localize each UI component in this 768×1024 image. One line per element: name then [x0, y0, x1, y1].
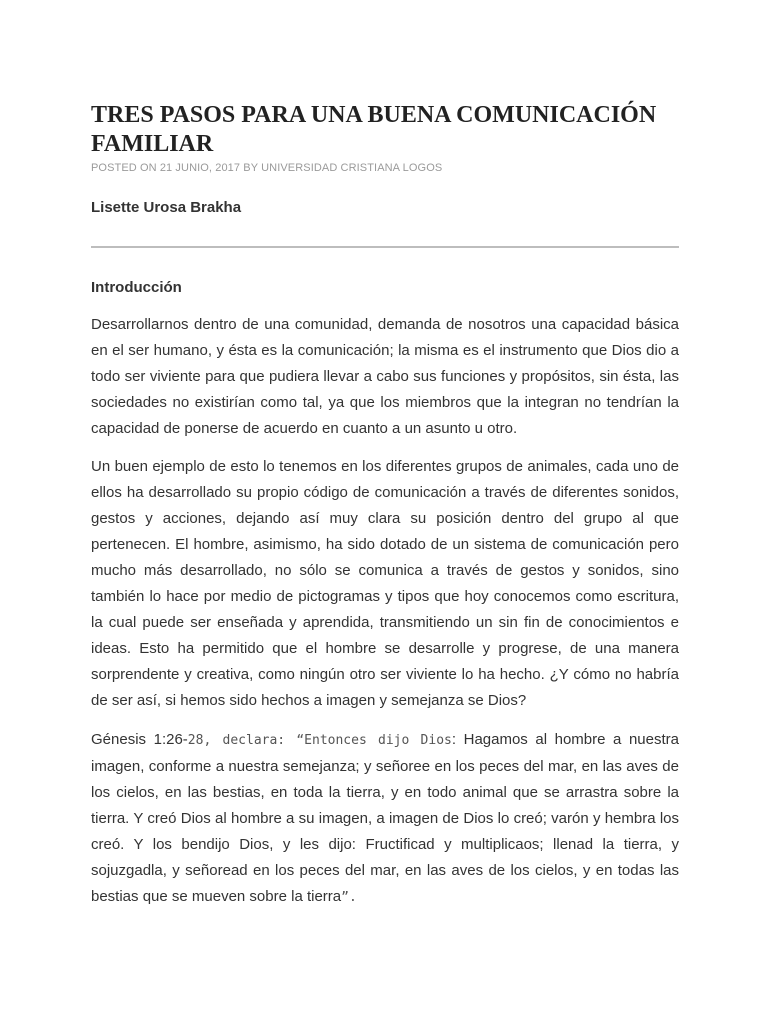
genesis-reference: 28, declara: “Entonces dijo Dios: [187, 733, 452, 748]
genesis-lead: Génesis 1:26-: [91, 731, 188, 748]
paragraph-genesis: [91, 727, 679, 911]
author-name: Lisette Urosa Brakha: [91, 199, 242, 216]
divider: [91, 246, 679, 248]
paragraph-intro: Desarrollarnos dentro de una comunidad, demanda de nosotros una capacidad básica en el ser humano, y ésta es la comunicación; la misma es el instrumento que Dios dio a todo ser viviente para que pudiera llevar a cabo sus funciones y propósitos, sin ésta, las sociedades no existirían como tal, ya que los miembros que la integran no tendrían la capacidad de ponerse de acuerdo en cuanto a un asunto u otro.: [91, 316, 679, 437]
paragraph-animals: Un buen ejemplo de esto lo tenemos en los diferentes grupos de animales, cada uno de ellos ha desarrollado su propio código de comunicación a través de diferentes sonidos, gestos y acciones, dejando así muy clara su posición dentro del grupo al que pertenecen. El hombre, asimismo, ha sido dotado de un sistema de comunicación pero mucho más desarrollado, no sólo se comunica a través de gestos y sonidos, sino también lo hace por medio de pictogramas y tipos que hoy conocemos como escritura, la cual puede ser enseñada y aprendida, transmitiendo un sin fin de conocimientos e ideas. Esto ha permitido que el hombre se desarrolle y progrese, de una manera sorprendente y creativa, como ningún otro ser viviente lo ha hecho. ¿Y cómo no habría de ser así, si hemos sido hechos a imagen y semejanza se Dios?: [91, 458, 679, 709]
genesis-closing: ”.: [341, 890, 357, 905]
genesis-quote: : Hagamos al hombre a nuestra imagen, conforme a nuestra semejanza; y señoree en los peces del mar, en las aves de los cielos, en las bestias, en toda la tierra, y en todo animal que se arrastra sobre la tierra. Y creó Dios al hombre a su imagen, a imagen de Dios lo creó; varón y hembra los creó. Y los bendijo Dios, y les dijo: Fructificad y multiplicaos; llenad la tierra, y sojuzgadla, y señoread en los peces del mar, en las aves de los cielos, y en todas las bestias que se mueven sobre la tierra: [91, 731, 680, 905]
post-meta: POSTED ON 21 JUNIO, 2017 BY UNIVERSIDAD CRISTIANA LOGOS: [91, 162, 443, 174]
article-title: TRES PASOS PARA UNA BUENA COMUNICACIÓN FAMILIAR: [91, 102, 657, 157]
section-heading: Introducción: [91, 279, 182, 296]
